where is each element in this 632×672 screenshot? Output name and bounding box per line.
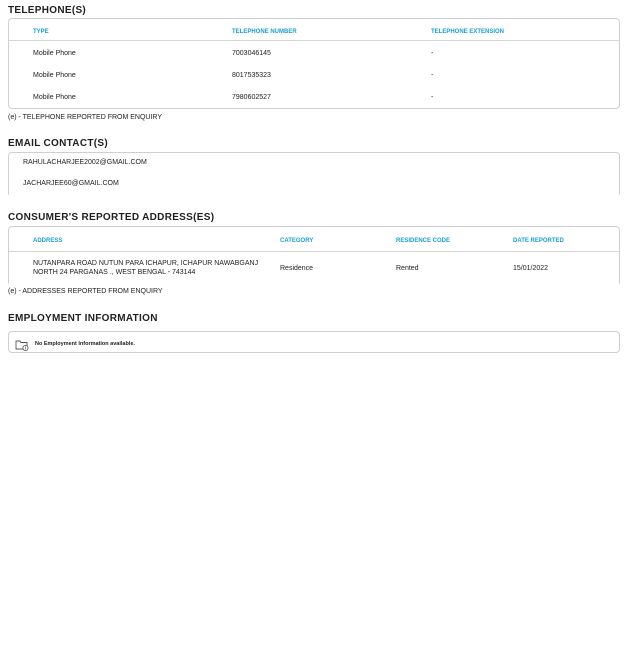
email-item: RAHULACHARJEE2002@GMAIL.COM <box>23 159 147 166</box>
col-residence-code: RESIDENCE CODE <box>396 238 451 244</box>
employment-title: EMPLOYMENT INFORMATION <box>8 313 158 324</box>
emails-title: EMAIL CONTACT(S) <box>8 138 108 149</box>
header-divider <box>9 40 619 41</box>
phone-ext: - <box>431 50 434 57</box>
phone-number: 8017535323 <box>232 72 271 79</box>
address-residence-code: Rented <box>396 265 419 272</box>
employment-empty-message: No Employment Information available. <box>35 341 135 347</box>
addresses-note: (e) - ADDRESSES REPORTED FROM ENQUIRY <box>8 288 163 295</box>
phone-ext: - <box>431 72 434 79</box>
col-type: TYPE <box>33 29 49 35</box>
header-divider <box>9 251 619 252</box>
col-telephone-extension: TELEPHONE EXTENSION <box>431 29 505 35</box>
col-address: ADDRESS <box>33 238 63 244</box>
col-date-reported: DATE REPORTED <box>513 238 564 244</box>
col-telephone-number: TELEPHONE NUMBER <box>232 29 297 35</box>
employment-box <box>8 331 620 353</box>
phone-number: 7980602527 <box>232 94 271 101</box>
folder-info-icon <box>15 338 29 350</box>
email-item: JACHARJEE60@GMAIL.COM <box>23 180 119 187</box>
col-category: CATEGORY <box>280 238 314 244</box>
telephones-table <box>8 18 620 109</box>
telephones-title: TELEPHONE(S) <box>8 5 87 16</box>
phone-ext: - <box>431 94 434 101</box>
phone-number: 7003046145 <box>232 50 271 57</box>
address-category: Residence <box>280 265 314 272</box>
telephones-note: (e) - TELEPHONE REPORTED FROM ENQUIRY <box>8 114 163 121</box>
addresses-title: CONSUMER'S REPORTED ADDRESS(ES) <box>8 212 215 223</box>
phone-type: Mobile Phone <box>33 50 76 57</box>
address-date-reported: 15/01/2022 <box>513 265 549 272</box>
phone-type: Mobile Phone <box>33 94 76 101</box>
addresses-table <box>8 226 620 284</box>
address-value: NUTANPARA ROAD NUTUN PARA ICHAPUR, ICHAPUR NAWABGANJ NORTH 24 PARGANAS ., WEST BENGAL - 743144 <box>33 260 259 276</box>
phone-type: Mobile Phone <box>33 72 76 79</box>
